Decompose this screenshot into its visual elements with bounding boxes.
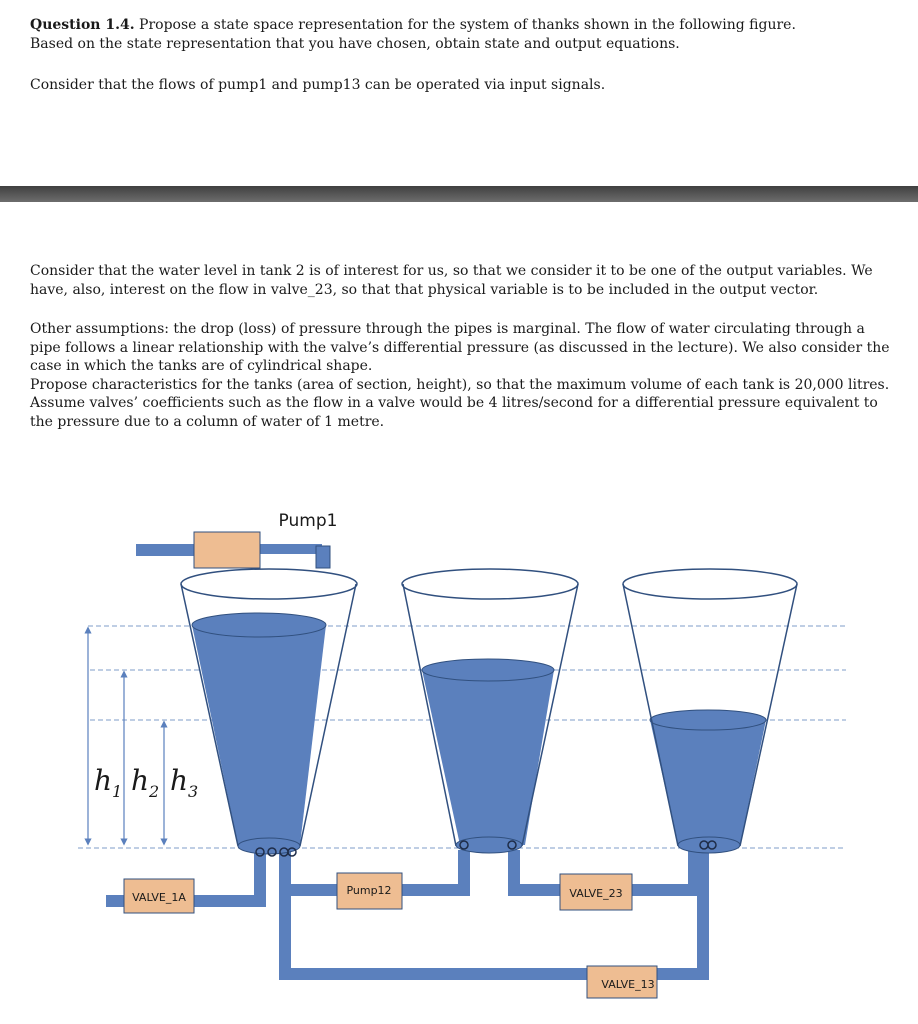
valve-coefficient-text: Assume valves’ coefficients such as the flow in a valve would be 4 litres/second for a differential pressure equivalent to the pressure due to a column of water of 1 metre.: [30, 395, 878, 430]
valve-23-label: VALVE_23: [569, 887, 623, 900]
tank-1: [181, 569, 357, 856]
question-line-1: Propose a state space representation for the system of thanks shown in the following figure.: [134, 17, 796, 33]
tank-3: [623, 569, 797, 853]
tank-characteristics-text: Propose characteristics for the tanks (area of section, height), so that the maximum volume of each tank is 20,000 litres.: [30, 376, 890, 393]
h1-label: $h_1$: [94, 764, 123, 801]
inlet-pipe: [106, 895, 124, 907]
valve-1a-label: VALVE_1A: [132, 891, 186, 904]
pump1-nozzle: [316, 546, 330, 568]
assumptions-text: Other assumptions: the drop (loss) of pressure through the pipes is marginal. The flow of water circulating through a pipe follows a linear relationship with the valve’s differential pressure (as discussed in the lecture). We also consider the case in which the tanks are of cylindrical shape.: [30, 321, 890, 374]
tank1-outlet-vertical-1: [254, 850, 266, 907]
tank1-to-pump12: [279, 884, 337, 896]
pump1-box: [194, 532, 260, 568]
pump1-inlet-pipe: [136, 544, 196, 556]
valve-13-label: VALVE_13: [601, 978, 655, 991]
pump12-label: Pump12: [346, 884, 392, 897]
question-heading: Question 1.4.: [30, 17, 135, 33]
question-line-2: Based on the state representation that you have chosen, obtain state and output equations.: [30, 35, 680, 52]
tank2-to-valve23: [508, 884, 560, 896]
h3-label: $h_3$: [170, 764, 199, 801]
tank-2: [402, 569, 578, 853]
height-arrows: [88, 630, 164, 842]
pump1-outlet-pipe: [260, 544, 322, 554]
tank2-left-vertical: [458, 850, 470, 896]
h2-label: $h_2$: [131, 764, 160, 801]
tank1-outlet-vertical-2: [279, 850, 291, 980]
pump1-label: Pump1: [278, 511, 338, 531]
question-line-3: Consider that the flows of pump1 and pump13 can be operated via input signals.: [30, 77, 606, 93]
tank3-left-vertical: [688, 850, 700, 896]
output-variables-paragraph: Consider that the water level in tank 2 is of interest for us, so that we consider it to be one of the output variables. We have, also, interest on the flow in valve_23, so that that physical variable is to be included in the output vector.: [30, 263, 873, 298]
tank1-to-valve1a-horizontal: [194, 895, 260, 907]
